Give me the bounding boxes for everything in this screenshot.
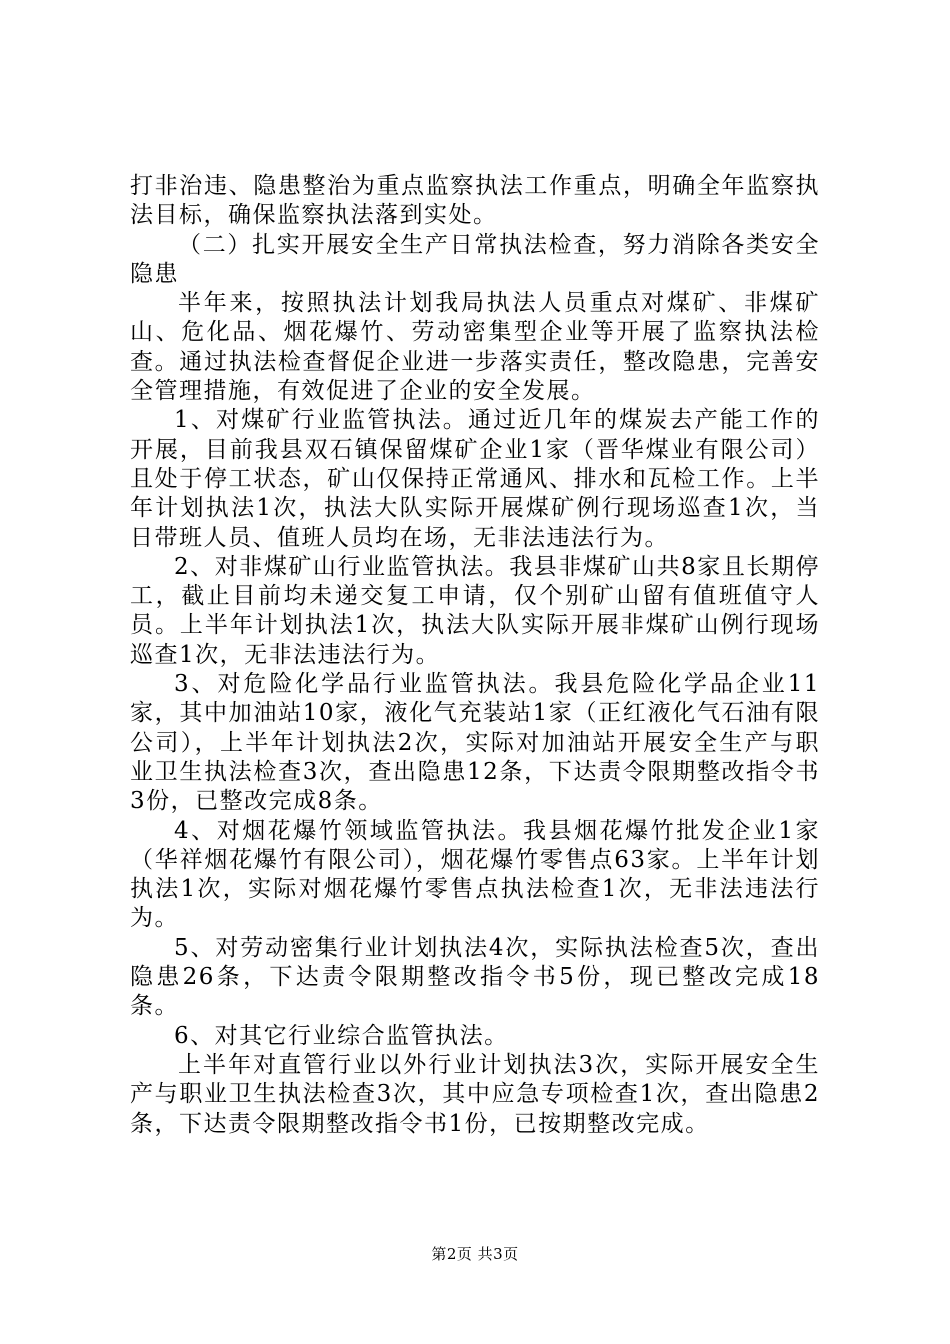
page-footer: 第2页 共3页 (431, 1245, 519, 1263)
paragraph-other-details: 上半年对直管行业以外行业计划执法3次，实际开展安全生产与职业卫生执法检查3次，其中应急专项检查1次，查出隐患2条，下达责令限期整改指令书1份，已按期整改完成。 (130, 1051, 820, 1137)
paragraph-non-coal-mines: 2、对非煤矿山行业监管执法。我县非煤矿山共8家且长期停工，截止目前均未递交复工申请，仅个别矿山留有值班值守人员。上半年计划执法1次，执法大队实际开展非煤矿山例行现场巡查1次，无非法违法行为。 (130, 553, 820, 668)
document-body (130, 172, 820, 1139)
section-heading: （二）扎实开展安全生产日常执法检查，努力消除各类安全隐患 (130, 231, 820, 287)
paragraph-labor-intensive: 5、对劳动密集行业计划执法4次，实际执法检查5次，查出隐患26条，下达责令限期整改指令书5份，现已整改完成18条。 (130, 934, 820, 1020)
paragraph-coal-mines: 1、对煤矿行业监管执法。通过近几年的煤炭去产能工作的开展，目前我县双石镇保留煤矿企业1家（晋华煤业有限公司）且处于停工状态，矿山仅保持正常通风、排水和瓦检工作。上半年计划执法1次，执法大队实际开展煤矿例行现场巡查1次，当日带班人员、值班人员均在场，无非法违法行为。 (130, 407, 820, 551)
paragraph-intro: 半年来，按照执法计划我局执法人员重点对煤矿、非煤矿山、危化品、烟花爆竹、劳动密集型企业等开展了监察执法检查。通过执法检查督促企业进一步落实责任，整改隐患，完善安全管理措施，有效促进了企业的安全发展。 (130, 290, 820, 405)
paragraph-other-industries: 6、对其它行业综合监管执法。 (174, 1022, 509, 1049)
paragraph-hazardous-chemicals: 3、对危险化学品行业监管执法。我县危险化学品企业11家，其中加油站10家，液化气充装站1家（正红液化气石油有限公司），上半年计划执法2次，实际对加油站开展安全生产与职业卫生执法检查3次，查出隐患12条，下达责令限期整改指令书3份，已整改完成8条。 (130, 671, 820, 815)
paragraph-fireworks: 4、对烟花爆竹领域监管执法。我县烟花爆竹批发企业1家（华祥烟花爆竹有限公司），烟花爆竹零售点63家。上半年计划执法1次，实际对烟花爆竹零售点执法检查1次，无非法违法行为。 (130, 817, 820, 932)
paragraph-continuation: 打非治违、隐患整治为重点监察执法工作重点，明确全年监察执法目标，确保监察执法落到实处。 (130, 173, 820, 229)
